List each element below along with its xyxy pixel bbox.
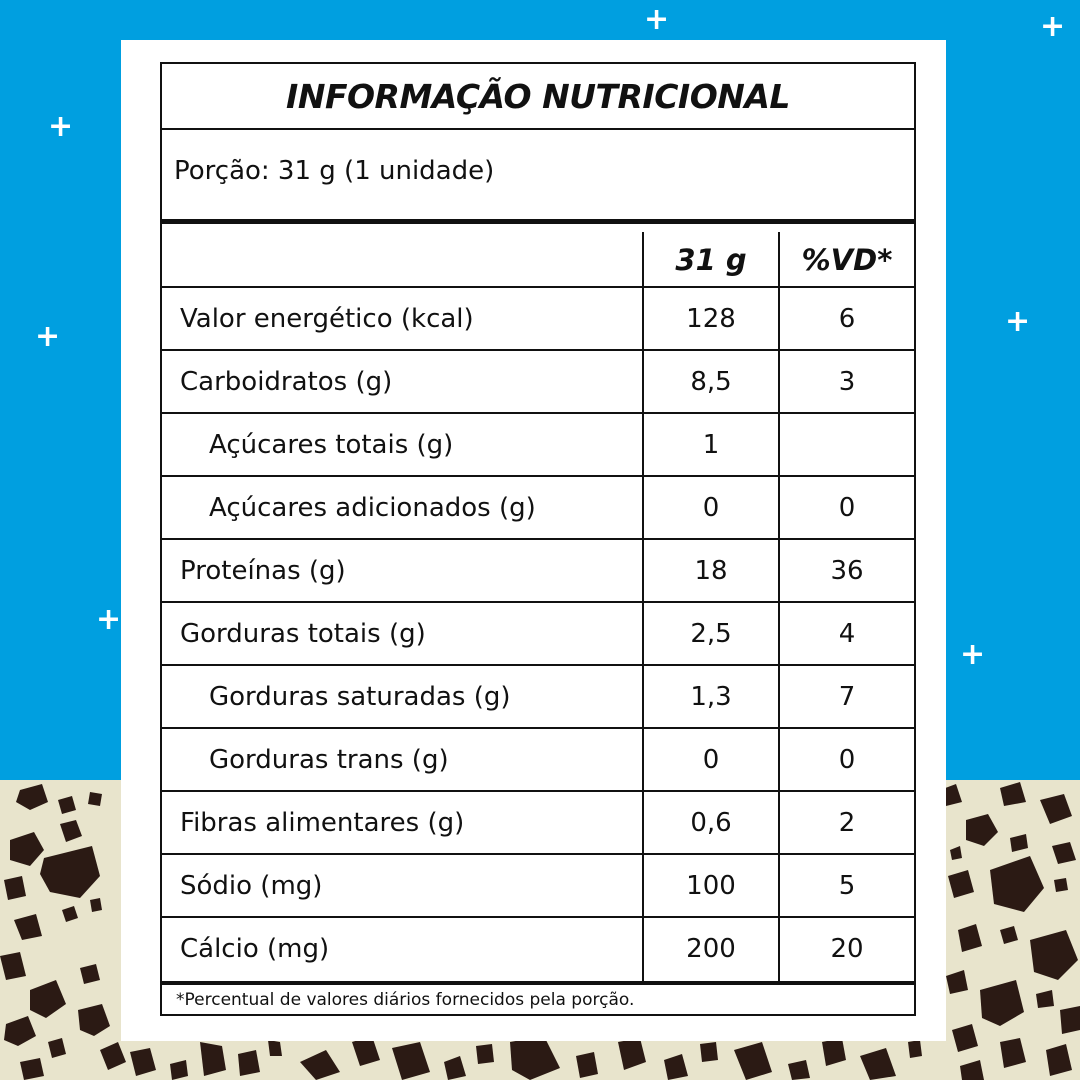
column-header-amount: 31 g: [675, 243, 747, 277]
nutrient-name: Açúcares adicionados (g): [209, 492, 536, 523]
nutrient-name: Carboidratos (g): [180, 366, 393, 397]
nutrient-name: Gorduras saturadas (g): [209, 681, 511, 712]
nutrient-dv: 4: [838, 618, 856, 649]
table-title: INFORMAÇÃO NUTRICIONAL: [162, 64, 914, 130]
table-row: [162, 477, 914, 540]
nutrient-dv: 3: [838, 366, 856, 397]
nutrient-dv: 36: [830, 555, 864, 586]
nutrient-amount: 1,3: [690, 681, 732, 712]
nutrient-amount: 0: [702, 744, 720, 775]
nutrient-dv: 20: [830, 933, 864, 964]
table-row: [162, 666, 914, 729]
nutrient-amount: 128: [686, 303, 736, 334]
nutrient-amount: 2,5: [690, 618, 732, 649]
nutrient-dv: 6: [838, 303, 856, 334]
table-row: [162, 729, 914, 792]
nutrient-amount: 18: [694, 555, 728, 586]
table-row: [162, 792, 914, 855]
table-row: [162, 351, 914, 414]
table-row: [162, 603, 914, 666]
nutrient-amount: 200: [686, 933, 736, 964]
nutrient-name: Cálcio (mg): [180, 933, 330, 964]
nutrient-dv: 0: [838, 744, 856, 775]
plus-sparkle-icon: +: [35, 319, 61, 354]
nutrient-dv: 2: [838, 807, 856, 838]
plus-sparkle-icon: +: [644, 2, 670, 37]
nutrient-name: Gorduras totais (g): [180, 618, 426, 649]
nutrient-amount: 100: [686, 870, 736, 901]
nutrient-name: Fibras alimentares (g): [180, 807, 465, 838]
table-row: [162, 540, 914, 603]
divider-thick: [162, 981, 914, 985]
nutrient-dv: 0: [838, 492, 856, 523]
nutrient-name: Valor energético (kcal): [180, 303, 474, 334]
nutrient-amount: 1: [702, 429, 720, 460]
nutrient-name: Sódio (mg): [180, 870, 323, 901]
plus-sparkle-icon: +: [1040, 9, 1066, 44]
plus-sparkle-icon: +: [960, 637, 986, 672]
plus-sparkle-icon: +: [1005, 304, 1031, 339]
table-row: [162, 855, 914, 918]
nutrient-name: Açúcares totais (g): [209, 429, 454, 460]
nutrient-name: Proteínas (g): [180, 555, 346, 586]
nutrient-amount: 0: [702, 492, 720, 523]
portion-size: Porção: 31 g (1 unidade): [174, 156, 495, 186]
nutrient-dv: [780, 414, 914, 475]
plus-sparkle-icon: +: [48, 109, 74, 144]
plus-sparkle-icon: +: [96, 602, 122, 637]
nutrient-dv: 5: [838, 870, 856, 901]
column-header-dv: %VD*: [801, 243, 893, 277]
footnote: *Percentual de valores diários fornecidos pela porção.: [176, 990, 635, 1010]
nutrient-amount: 8,5: [690, 366, 732, 397]
nutrient-name: Gorduras trans (g): [209, 744, 449, 775]
nutrient-dv: 7: [838, 681, 856, 712]
nutrition-facts-table: [160, 62, 916, 1016]
column-header-row: [162, 224, 914, 288]
nutrient-amount: 0,6: [690, 807, 732, 838]
table-row: [162, 918, 914, 981]
table-row: [162, 288, 914, 351]
table-row: [162, 414, 914, 477]
